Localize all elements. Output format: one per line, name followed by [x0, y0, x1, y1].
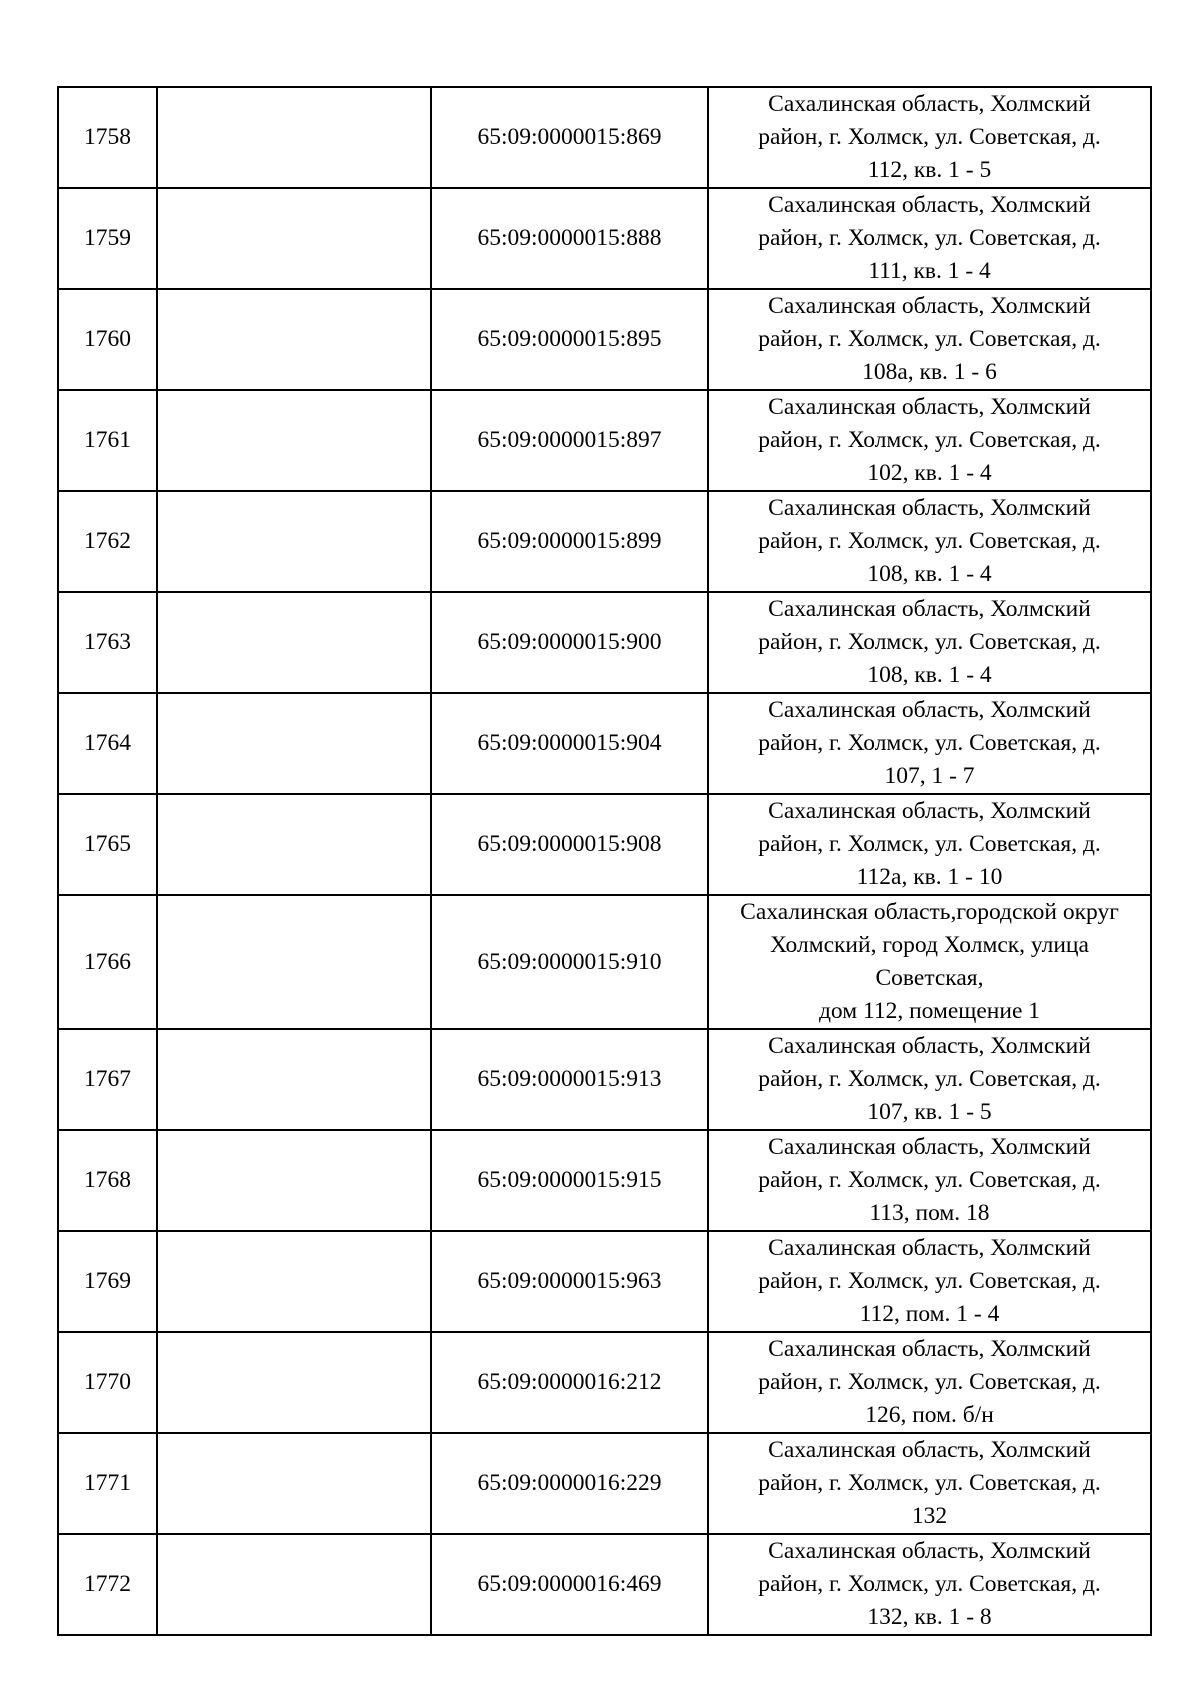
address-cell: Сахалинская область,городской округ Холмский, город Холмск, улица Советская, дом 112, помещение 1 — [708, 895, 1151, 1029]
row-number-cell: 1762 — [58, 491, 157, 592]
address-cell: Сахалинская область, Холмский район, г. Холмск, ул. Советская, д. 132 — [708, 1433, 1151, 1534]
empty-cell — [157, 895, 431, 1029]
empty-cell — [157, 491, 431, 592]
cadastral-number-cell: 65:09:0000015:904 — [431, 693, 708, 794]
row-number-cell: 1767 — [58, 1029, 157, 1130]
address-cell: Сахалинская область, Холмский район, г. Холмск, ул. Советская, д. 108, кв. 1 - 4 — [708, 592, 1151, 693]
empty-cell — [157, 592, 431, 693]
empty-cell — [157, 1029, 431, 1130]
row-number-cell: 1760 — [58, 289, 157, 390]
row-number-cell: 1759 — [58, 188, 157, 289]
cadastral-number-cell: 65:09:0000015:910 — [431, 895, 708, 1029]
row-number-cell: 1758 — [58, 87, 157, 188]
row-number-cell: 1770 — [58, 1332, 157, 1433]
cadastral-number-cell: 65:09:0000016:229 — [431, 1433, 708, 1534]
register-table-body — [58, 87, 1151, 1635]
cadastral-number-cell: 65:09:0000015:895 — [431, 289, 708, 390]
empty-cell — [157, 794, 431, 895]
row-number-cell: 1768 — [58, 1130, 157, 1231]
table-row — [58, 1433, 1151, 1534]
empty-cell — [157, 1534, 431, 1635]
table-row — [58, 87, 1151, 188]
cadastral-number-cell: 65:09:0000015:899 — [431, 491, 708, 592]
table-row — [58, 693, 1151, 794]
table-row — [58, 390, 1151, 491]
table-row — [58, 491, 1151, 592]
address-cell: Сахалинская область, Холмский район, г. Холмск, ул. Советская, д. 111, кв. 1 - 4 — [708, 188, 1151, 289]
cadastral-number-cell: 65:09:0000016:212 — [431, 1332, 708, 1433]
table-row — [58, 895, 1151, 1029]
address-cell: Сахалинская область, Холмский район, г. Холмск, ул. Советская, д. 112а, кв. 1 - 10 — [708, 794, 1151, 895]
cadastral-number-cell: 65:09:0000015:908 — [431, 794, 708, 895]
cadastral-number-cell: 65:09:0000015:913 — [431, 1029, 708, 1130]
empty-cell — [157, 289, 431, 390]
cadastral-number-cell: 65:09:0000015:915 — [431, 1130, 708, 1231]
table-row — [58, 289, 1151, 390]
row-number-cell: 1761 — [58, 390, 157, 491]
address-cell: Сахалинская область, Холмский район, г. Холмск, ул. Советская, д. 108а, кв. 1 - 6 — [708, 289, 1151, 390]
row-number-cell: 1766 — [58, 895, 157, 1029]
table-row — [58, 1130, 1151, 1231]
row-number-cell: 1771 — [58, 1433, 157, 1534]
address-cell: Сахалинская область, Холмский район, г. Холмск, ул. Советская, д. 126, пом. б/н — [708, 1332, 1151, 1433]
cadastral-number-cell: 65:09:0000015:963 — [431, 1231, 708, 1332]
table-row — [58, 794, 1151, 895]
cadastral-number-cell: 65:09:0000016:469 — [431, 1534, 708, 1635]
cadastral-number-cell: 65:09:0000015:897 — [431, 390, 708, 491]
property-register-table — [57, 86, 1152, 1636]
empty-cell — [157, 1332, 431, 1433]
empty-cell — [157, 87, 431, 188]
address-cell: Сахалинская область, Холмский район, г. Холмск, ул. Советская, д. 113, пом. 18 — [708, 1130, 1151, 1231]
address-cell: Сахалинская область, Холмский район, г. Холмск, ул. Советская, д. 112, кв. 1 - 5 — [708, 87, 1151, 188]
empty-cell — [157, 1231, 431, 1332]
address-cell: Сахалинская область, Холмский район, г. Холмск, ул. Советская, д. 102, кв. 1 - 4 — [708, 390, 1151, 491]
cadastral-number-cell: 65:09:0000015:869 — [431, 87, 708, 188]
table-row — [58, 1029, 1151, 1130]
empty-cell — [157, 188, 431, 289]
address-cell: Сахалинская область, Холмский район, г. Холмск, ул. Советская, д. 132, кв. 1 - 8 — [708, 1534, 1151, 1635]
table-row — [58, 1534, 1151, 1635]
address-cell: Сахалинская область, Холмский район, г. Холмск, ул. Советская, д. 108, кв. 1 - 4 — [708, 491, 1151, 592]
row-number-cell: 1769 — [58, 1231, 157, 1332]
table-row — [58, 1332, 1151, 1433]
table-row — [58, 592, 1151, 693]
row-number-cell: 1772 — [58, 1534, 157, 1635]
empty-cell — [157, 1433, 431, 1534]
table-row — [58, 1231, 1151, 1332]
table-row — [58, 188, 1151, 289]
cadastral-number-cell: 65:09:0000015:900 — [431, 592, 708, 693]
row-number-cell: 1765 — [58, 794, 157, 895]
row-number-cell: 1764 — [58, 693, 157, 794]
empty-cell — [157, 693, 431, 794]
address-cell: Сахалинская область, Холмский район, г. Холмск, ул. Советская, д. 112, пом. 1 - 4 — [708, 1231, 1151, 1332]
address-cell: Сахалинская область, Холмский район, г. Холмск, ул. Советская, д. 107, кв. 1 - 5 — [708, 1029, 1151, 1130]
cadastral-number-cell: 65:09:0000015:888 — [431, 188, 708, 289]
empty-cell — [157, 1130, 431, 1231]
empty-cell — [157, 390, 431, 491]
address-cell: Сахалинская область, Холмский район, г. Холмск, ул. Советская, д. 107, 1 - 7 — [708, 693, 1151, 794]
row-number-cell: 1763 — [58, 592, 157, 693]
